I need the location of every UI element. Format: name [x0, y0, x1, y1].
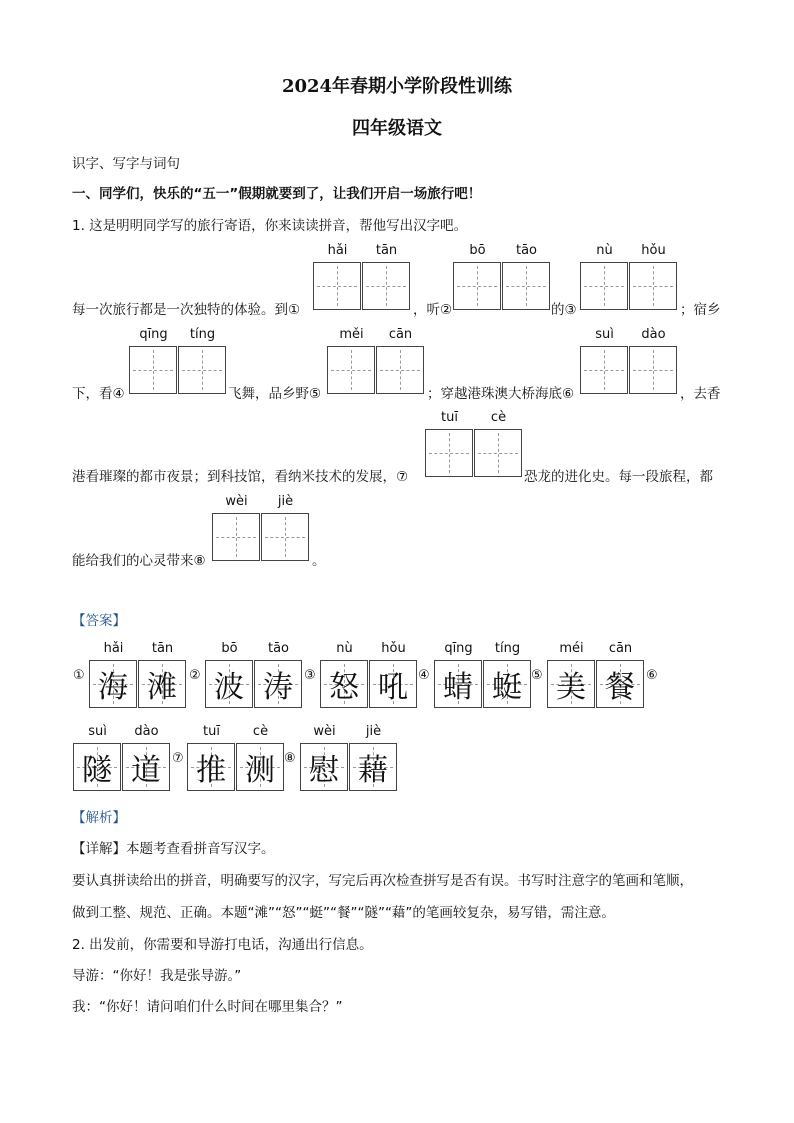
answer-cell	[122, 743, 170, 791]
pinyin: tān	[375, 243, 398, 258]
writing-cell[interactable]	[327, 346, 375, 394]
blank-7[interactable]	[425, 410, 523, 479]
answer-item-7	[187, 724, 285, 793]
answer-item-5	[547, 641, 645, 710]
answer-char: 餐	[605, 670, 635, 705]
pinyin: cè	[252, 724, 269, 739]
answer-cell	[89, 660, 137, 708]
pinyin: dào	[641, 327, 666, 342]
writing-cell[interactable]	[362, 262, 410, 310]
blank-1[interactable]	[313, 243, 411, 312]
answer-cell	[300, 743, 348, 791]
blank-3[interactable]	[580, 243, 678, 312]
pinyin: tíng	[494, 641, 521, 656]
pinyin: hǒu	[381, 641, 406, 656]
q1-line3-text-b: 恐龙的进化史。每一段旅程，都	[524, 469, 713, 485]
analysis-label: 【解析】	[72, 810, 126, 826]
pinyin: nù	[336, 641, 353, 656]
q1-line4-text-a: 能给我们的心灵带来⑧	[72, 553, 206, 569]
q1-line1-text-b: ，听②	[413, 302, 453, 318]
question2-prompt: 2. 出发前，你需要和导游打电话，沟通出行信息。	[72, 937, 373, 953]
pinyin: nù	[596, 243, 613, 258]
writing-cell[interactable]	[629, 262, 677, 310]
pinyin: tuī	[203, 724, 220, 739]
answer-marker: ⑦	[172, 751, 184, 766]
q1-line1-text-a: 每一次旅行都是一次独特的体验。到①	[72, 302, 301, 318]
pinyin: wèi	[225, 494, 248, 509]
pinyin: hǎi	[103, 641, 124, 656]
pinyin: tāo	[267, 641, 290, 656]
q1-line3-text-a: 港看璀璨的都市夜景；到科技馆，看纳米技术的发展，⑦	[72, 469, 409, 485]
pinyin: cān	[388, 327, 413, 342]
answer-char: 隧	[82, 753, 112, 788]
answer-char: 美	[556, 670, 586, 705]
writing-cell[interactable]	[178, 346, 226, 394]
answer-char: 推	[196, 753, 226, 788]
answer-cell	[205, 660, 253, 708]
pinyin: měi	[339, 327, 364, 342]
answer-item-4	[434, 641, 532, 710]
pinyin: tāo	[515, 243, 538, 258]
pinyin: jiè	[365, 724, 382, 739]
analysis-paragraph: 做到工整、规范、正确。本题“滩”“怒”“蜓”“餐”“隧”“藉”的笔画较复杂，易写错，需注意。	[72, 905, 615, 921]
writing-cell[interactable]	[474, 429, 522, 477]
q1-line1-text-d: ；宿乡	[680, 302, 721, 318]
question1-prompt: 1. 这是明明同学写的旅行寄语，你来读读拼音，帮他写出汉字吧。	[72, 218, 468, 234]
pinyin: dào	[134, 724, 159, 739]
writing-cell[interactable]	[313, 262, 361, 310]
writing-cell[interactable]	[425, 429, 473, 477]
section-name: 识字、写字与词句	[72, 156, 180, 172]
dialogue-line: 导游：“你好！我是张导游。”	[72, 968, 242, 984]
pinyin: méi	[559, 641, 584, 656]
answer-item-2	[205, 641, 303, 710]
answer-marker: ⑥	[646, 668, 658, 683]
answer-cell	[254, 660, 302, 708]
writing-cell[interactable]	[453, 262, 501, 310]
blank-8[interactable]	[212, 494, 310, 563]
pinyin: cān	[608, 641, 633, 656]
writing-cell[interactable]	[129, 346, 177, 394]
answer-cell	[349, 743, 397, 791]
pinyin: bō	[221, 641, 238, 656]
q1-line2-text-d: ，去香	[680, 386, 721, 402]
answer-item-8	[300, 724, 398, 793]
pinyin: hǎi	[327, 243, 348, 258]
page-subtitle: 四年级语文	[352, 118, 442, 139]
blank-5[interactable]	[327, 327, 425, 396]
answer-char: 海	[98, 670, 128, 705]
answer-marker: ①	[73, 668, 85, 683]
answer-cell	[320, 660, 368, 708]
answer-cell	[596, 660, 644, 708]
answer-item-3	[320, 641, 418, 710]
pinyin: tíng	[189, 327, 216, 342]
answer-marker: ③	[304, 668, 316, 683]
writing-cell[interactable]	[580, 346, 628, 394]
answer-char: 慰	[309, 753, 339, 788]
pinyin: jiè	[277, 494, 294, 509]
analysis-detail: 【详解】本题考查看拼音写汉字。	[72, 841, 275, 857]
answer-marker: ⑧	[284, 751, 296, 766]
pinyin: cè	[490, 410, 507, 425]
pinyin: suì	[88, 724, 107, 739]
pinyin: qīng	[139, 327, 168, 342]
answer-marker: ⑤	[531, 668, 543, 683]
blank-2[interactable]	[453, 243, 551, 312]
writing-cell[interactable]	[580, 262, 628, 310]
answer-item-1	[89, 641, 187, 710]
pinyin: hǒu	[641, 243, 666, 258]
dialogue-line: 我：“你好！请问咱们什么时间在哪里集合？”	[72, 999, 343, 1015]
writing-cell[interactable]	[261, 513, 309, 561]
answer-char: 滩	[147, 670, 177, 705]
part-one-heading: 一、同学们，快乐的“五一”假期就要到了，让我们开启一场旅行吧！	[72, 186, 482, 202]
blank-4[interactable]	[129, 327, 227, 396]
pinyin: tuī	[441, 410, 458, 425]
writing-cell[interactable]	[502, 262, 550, 310]
pinyin: qīng	[444, 641, 473, 656]
writing-cell[interactable]	[629, 346, 677, 394]
answer-marker: ④	[418, 668, 430, 683]
answer-item-6	[73, 724, 171, 793]
answer-cell	[73, 743, 121, 791]
answer-cell	[434, 660, 482, 708]
q1-line4-text-b: 。	[312, 553, 326, 569]
answer-char: 藉	[358, 753, 388, 788]
answer-char: 吼	[378, 670, 408, 705]
answer-marker: ②	[189, 668, 201, 683]
analysis-paragraph: 要认真拼读给出的拼音，明确要写的汉字，写完后再次检查拼写是否有误。书写时注意字的笔画和笔顺，	[72, 873, 693, 889]
blank-6[interactable]	[580, 327, 678, 396]
pinyin: bō	[469, 243, 486, 258]
answer-cell	[138, 660, 186, 708]
q1-line2-text-c: ；穿越港珠澳大桥海底⑥	[427, 386, 575, 402]
answer-cell	[483, 660, 531, 708]
page-title: 2024年春期小学阶段性训练	[281, 76, 513, 97]
q1-line1-text-c: 的③	[551, 302, 577, 318]
answer-cell	[547, 660, 595, 708]
q1-line2-text-a: 下，看④	[72, 386, 125, 402]
answer-label: 【答案】	[72, 613, 126, 629]
answer-char: 怒	[329, 670, 359, 705]
writing-cell[interactable]	[212, 513, 260, 561]
answer-char: 道	[131, 753, 161, 788]
pinyin: tān	[151, 641, 174, 656]
answer-char: 蜻	[443, 670, 473, 705]
answer-cell	[236, 743, 284, 791]
q1-line2-text-b: 飞舞，品乡野⑤	[228, 386, 322, 402]
answer-char: 波	[214, 670, 244, 705]
writing-cell[interactable]	[376, 346, 424, 394]
answer-char: 蜓	[492, 670, 522, 705]
answer-char: 测	[245, 753, 275, 788]
answer-char: 涛	[263, 670, 293, 705]
answer-cell	[187, 743, 235, 791]
pinyin: wèi	[313, 724, 336, 739]
answer-cell	[369, 660, 417, 708]
pinyin: suì	[595, 327, 614, 342]
